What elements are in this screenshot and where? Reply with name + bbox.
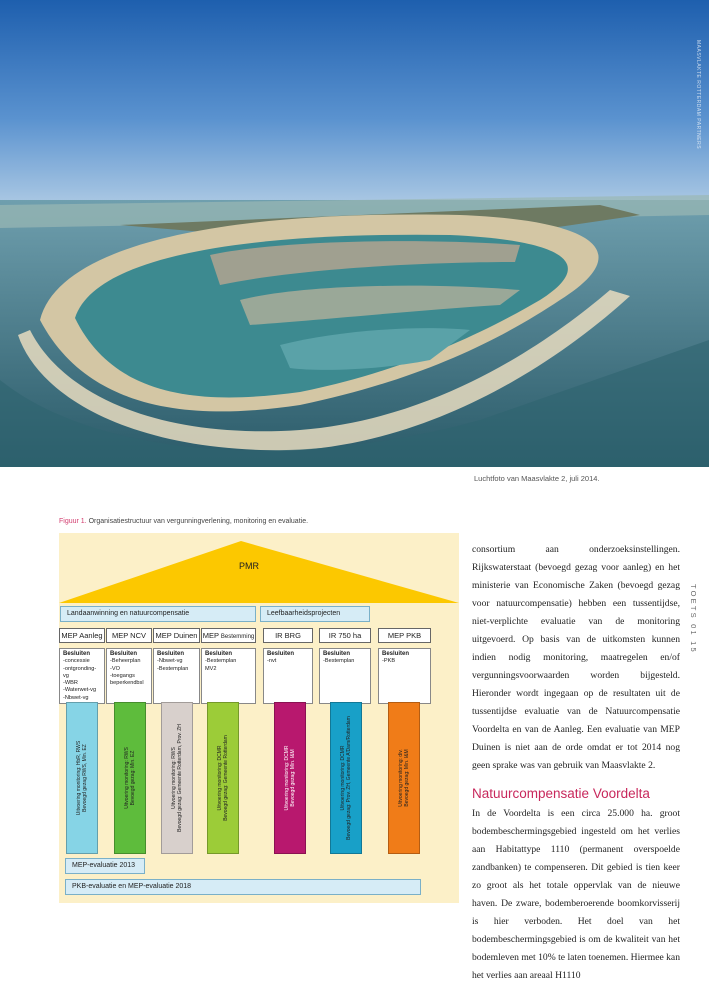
col-head-mep-pkb: MEP PKB bbox=[378, 628, 431, 643]
decisions-box-6: Besluiten -PKB bbox=[378, 648, 431, 704]
paragraph-2: In de Voordelta is een circa 25.000 ha. groot bodembeschermingsgebied ingesteld om het verlies aan Habitattype 1110 (permanent overspoelde zandbanken) te compenseren. Dit gebied is tien keer zo groot als het totale oppervlak van de nieuwe haven. De zware, bodemberoerende boomkorvisserij is hier verboden. Het doel van het bodembeschermingsgebied is om de kwaliteit van het bodemleven met 10% te laten toenemen. Hiermee kan het verlies aan areaal H1110 bbox=[472, 808, 680, 981]
side-journal-label: TOETS 01 15 bbox=[689, 584, 698, 654]
pmr-label: PMR bbox=[239, 561, 259, 571]
decisions-box-3: Besluiten -Bestemplan MV2 bbox=[201, 648, 256, 704]
evaluation-2013: MEP-evaluatie 2013 bbox=[65, 858, 145, 874]
figure-caption: Organisatiestructuur van vergunningverlening, monitoring en evaluatie. bbox=[88, 518, 309, 525]
group-label-liveability: Leefbaarheidsprojecten bbox=[260, 606, 370, 622]
col-head-mep-aanleg: MEP Aanleg bbox=[59, 628, 105, 643]
decisions-box-2: Besluiten -Nbwet-vg -Bestemplan bbox=[153, 648, 200, 704]
col-head-ir-750: IR 750 ha bbox=[319, 628, 371, 643]
monitoring-bar-0: Uitvoering monitoring: HbR, RWS Bevoegd gezag RWS, Min. EZ bbox=[66, 702, 98, 854]
photo-caption: Luchtfoto van Maasvlakte 2, juli 2014. bbox=[474, 474, 600, 483]
decisions-box-5: Besluiten -Bestemplan bbox=[319, 648, 371, 704]
paragraph-1: consortium aan onderzoeksinstellingen. Rijkswaterstaat (bevoegd gezag voor aanleg) en het ministerie van Economische Zaken (bevoegd gezag voor natuurcompensatie) hebben een tussentijdse, niet-verplichte evaluatie van de monitoring uitgevoerd. Op basis van de uitkomsten kunnen indien nodig monitoring, maatregelen en/of vergunningsvoorwaarden worden bijgesteld. Hieronder wordt ingegaan op de resultaten uit de tussentijdse evaluatie van de Natuurcompensatie Voordelta en van de Aanleg. Een evaluatie van MEP Duinen is niet aan de orde omdat er tot 2014 nog geen sprake was van gebruik van Maasvlakte 2. bbox=[472, 544, 680, 771]
pmr-roof bbox=[59, 533, 459, 613]
aerial-photo bbox=[0, 0, 709, 467]
figure-title bbox=[59, 518, 308, 525]
figure-label: Figuur 1. bbox=[59, 518, 87, 525]
photo-credit: MAASVLAKTE ROTTERDAM PARTNERS bbox=[695, 40, 701, 150]
decisions-box-1: Besluiten -Beheerplan -VO -toegangs beperkendbsl bbox=[106, 648, 152, 704]
col-head-mep-bestemming: MEP Bestemming bbox=[201, 628, 256, 643]
decisions-box-0: Besluiten -concessie -ontgronding-vg -WBR -Waterwet-vg -Nbwet-vg bbox=[59, 648, 105, 704]
section-heading: Natuurcompensatie Voordelta bbox=[472, 786, 650, 801]
group-label-land: Landaanwinning en natuurcompensatie bbox=[60, 606, 256, 622]
col-head-mep-duinen: MEP Duinen bbox=[153, 628, 200, 643]
monitoring-bar-4: Uitvoering monitoring: DCMR Bevoegd gezag: Min. I&M bbox=[274, 702, 306, 854]
monitoring-bar-1: Uitvoering monitoring: RWS Bevoegd gezag: Min. EZ bbox=[114, 702, 146, 854]
monitoring-bar-2: Uitvoering monitoring: RWS Bevoegd gezag: Gemeente Rotterdam, Prov. ZH bbox=[161, 702, 193, 854]
article-body bbox=[472, 541, 680, 985]
monitoring-bar-6: Uitvoering monitoring: div. Bevoegd gezag: Min. I&M bbox=[388, 702, 420, 854]
decisions-box-4: Besluiten -nvt bbox=[263, 648, 313, 704]
col-head-ir-brg: IR BRG bbox=[263, 628, 313, 643]
monitoring-bar-3: Uitvoering monitoring: DCMR Bevoegd gezag: Gemeente Rotterdam bbox=[207, 702, 239, 854]
evaluation-2018: PKB-evaluatie en MEP-evaluatie 2018 bbox=[65, 879, 421, 895]
col-head-mep-ncv: MEP NCV bbox=[106, 628, 152, 643]
monitoring-bar-5: Uitvoering monitoring: DCMR Bevoegd gezag: Prov. ZH, Gemeente A'Dam/Rotterdam bbox=[330, 702, 362, 854]
